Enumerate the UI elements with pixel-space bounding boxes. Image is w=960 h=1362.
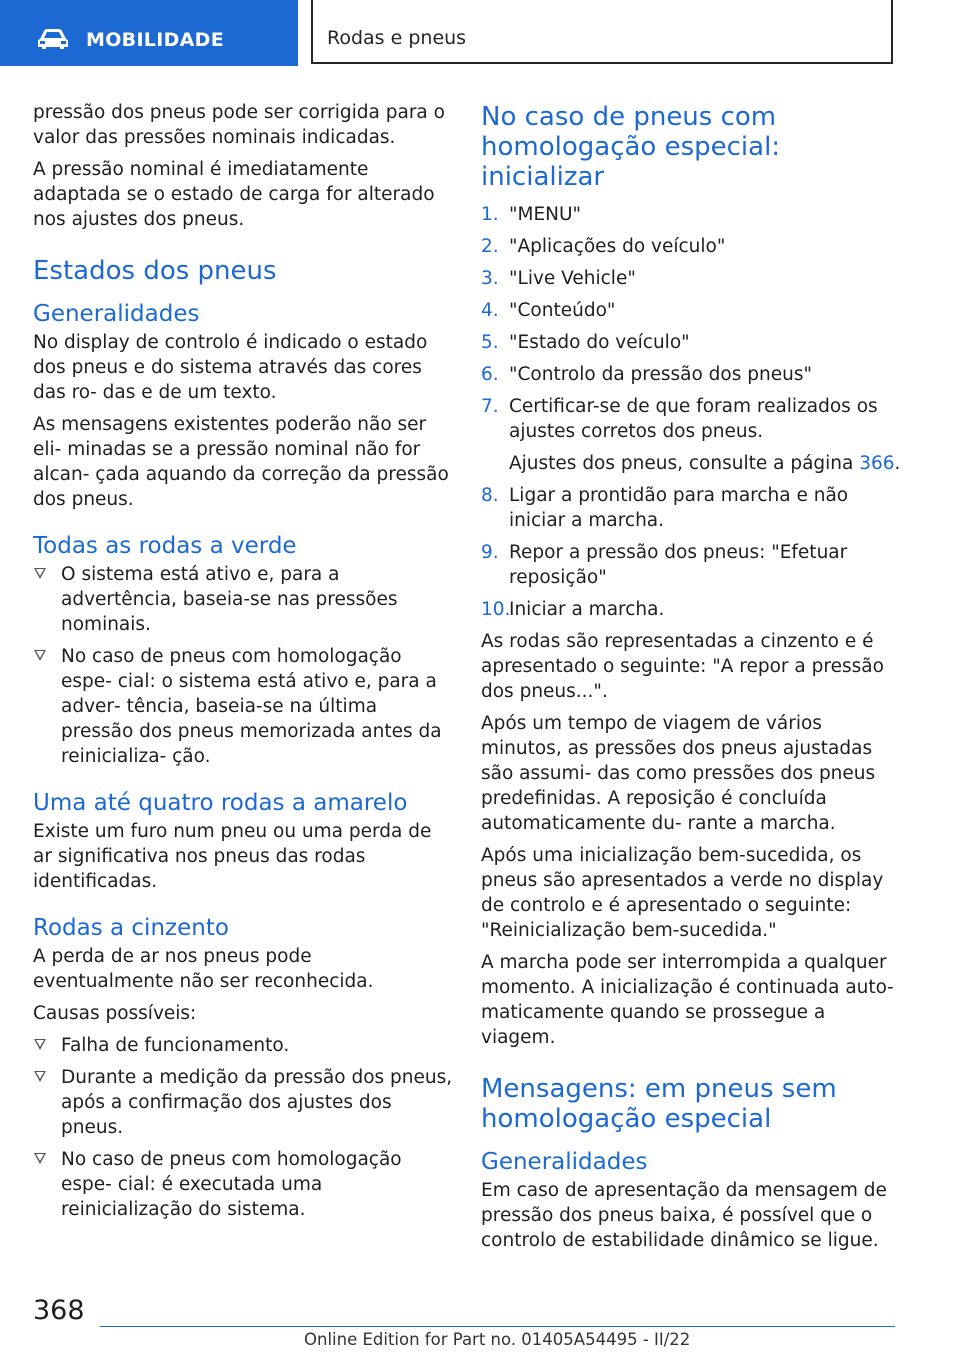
chapter-box (311, 0, 893, 64)
step-item: 2. "Aplicações do veículo" (481, 236, 726, 257)
triangle-bullet-icon (34, 650, 46, 661)
step-list (481, 202, 901, 622)
step-item: 5. "Estado do veículo" (481, 332, 690, 353)
heading-todas-rodas-verde: Todas as rodas a verde (33, 533, 297, 559)
list-item: Falha de funcionamento. (33, 1033, 453, 1058)
section-tab[interactable] (0, 0, 298, 66)
page-header (0, 0, 960, 66)
list-item: No caso de pneus com homologação espe‐ cial: o sistema está ativo e, para a adver‐ tência, baseia-se na última pressão dos pneus memorizada antes da reinicializa‐ ção. (33, 644, 453, 769)
triangle-bullet-icon (34, 1071, 46, 1082)
triangle-bullet-icon (34, 1153, 46, 1164)
chapter-title: Rodas e pneus (327, 27, 467, 49)
list-item: Durante a medição da pressão dos pneus, após a confirmação dos ajustes dos pneus. (33, 1065, 453, 1140)
list-item: No caso de pneus com homologação espe‐ cial: é executada uma reinicialização do sistema. (33, 1147, 453, 1222)
paragraph: As rodas são representadas a cinzento e é apresentado o seguinte: "A repor a pressão dos pneus...". (481, 631, 884, 702)
heading-generalidades: Generalidades (33, 301, 200, 327)
step-item: 3. "Live Vehicle" (481, 268, 636, 289)
paragraph: As mensagens existentes poderão não ser eli‐ minadas se a pressão nominal não for alcan‐ çada aquando da correção da pressão dos pneus. (33, 414, 449, 510)
triangle-bullet-icon (34, 1039, 46, 1050)
step-item: 1. "MENU" (481, 204, 582, 225)
step-number: 6. (481, 364, 499, 385)
page-number: 368 (33, 1295, 85, 1326)
step-item: 10. Iniciar a marcha. (481, 599, 665, 620)
step-number: 1. (481, 204, 499, 225)
step-item: 8. Ligar a prontidão para marcha e não iniciar a marcha. (481, 485, 849, 531)
list-item: O sistema está ativo e, para a advertência, baseia-se nas pressões nominais. (33, 562, 453, 637)
heading-rodas-cinzento: Rodas a cinzento (33, 915, 229, 941)
heading-estados-dos-pneus: Estados dos pneus (33, 256, 277, 286)
heading-rodas-amarelo: Uma até quatro rodas a amarelo (33, 790, 408, 816)
step-number: 10. (481, 599, 511, 620)
paragraph: A pressão nominal é imediatamente adaptada se o estado de carga for alterado nos ajustes dos pneus. (33, 159, 435, 230)
step-number: 9. (481, 542, 499, 563)
step-item: 4. "Conteúdo" (481, 300, 616, 321)
paragraph: Em caso de apresentação da mensagem de pressão dos pneus baixa, é possível que o controlo de estabilidade dinâmico se ligue. (481, 1180, 887, 1251)
paragraph: Após um tempo de viagem de vários minutos, as pressões dos pneus ajustadas são assumi‐ das como pressões dos pneus predefinidas. A reposição é concluída automaticamente du‐ rante a marcha. (481, 713, 876, 834)
bullet-list-verde (33, 562, 453, 769)
triangle-bullet-icon (34, 568, 46, 579)
step-number: 3. (481, 268, 499, 289)
step-number: 8. (481, 485, 499, 506)
step-item: 7. Certificar-se de que foram realizados os ajustes corretos dos pneus. Ajustes dos pneus, consulte a página 366. (481, 396, 901, 474)
section-label: MOBILIDADE (86, 29, 225, 51)
step-note: Ajustes dos pneus, consulte a página 366. (509, 453, 901, 474)
step-number: 2. (481, 236, 499, 257)
right-column (481, 100, 901, 1260)
step-item: 9. Repor a pressão dos pneus: "Efetuar reposição" (481, 542, 848, 588)
heading-generalidades: Generalidades (481, 1149, 648, 1175)
paragraph: No display de controlo é indicado o estado dos pneus e do sistema através das cores das ro‐ das e de um texto. (33, 332, 428, 403)
step-number: 5. (481, 332, 499, 353)
left-column (33, 100, 453, 1229)
paragraph: A perda de ar nos pneus pode eventualmente não ser reconhecida. (33, 946, 374, 992)
paragraph: A marcha pode ser interrompida a qualquer momento. A inicialização é continuada auto‐ maticamente quando se prossegue a viagem. (481, 952, 894, 1048)
page-link[interactable]: 366 (859, 453, 895, 474)
car-icon (36, 27, 70, 51)
footer-edition: Online Edition for Part no. 01405A54495 - II/22 (304, 1330, 691, 1349)
heading-inicializar: No caso de pneus com homologação especial: inicializar (481, 102, 781, 192)
paragraph: Após uma inicialização bem-sucedida, os pneus são apresentados a verde no display de controlo e é apresentado o seguinte: "Reinicialização bem-sucedida." (481, 845, 884, 941)
bullet-list-cinzento (33, 1033, 453, 1222)
paragraph: Existe um furo num pneu ou uma perda de ar significativa nos pneus das rodas identificadas. (33, 821, 432, 892)
step-number: 4. (481, 300, 499, 321)
step-number: 7. (481, 396, 499, 417)
footer-divider (100, 1326, 895, 1327)
paragraph: Causas possíveis: (33, 1003, 197, 1024)
heading-mensagens: Mensagens: em pneus sem homologação especial (481, 1074, 837, 1134)
paragraph: pressão dos pneus pode ser corrigida para o valor das pressões nominais indicadas. (33, 102, 445, 148)
step-item: 6. "Controlo da pressão dos pneus" (481, 364, 812, 385)
